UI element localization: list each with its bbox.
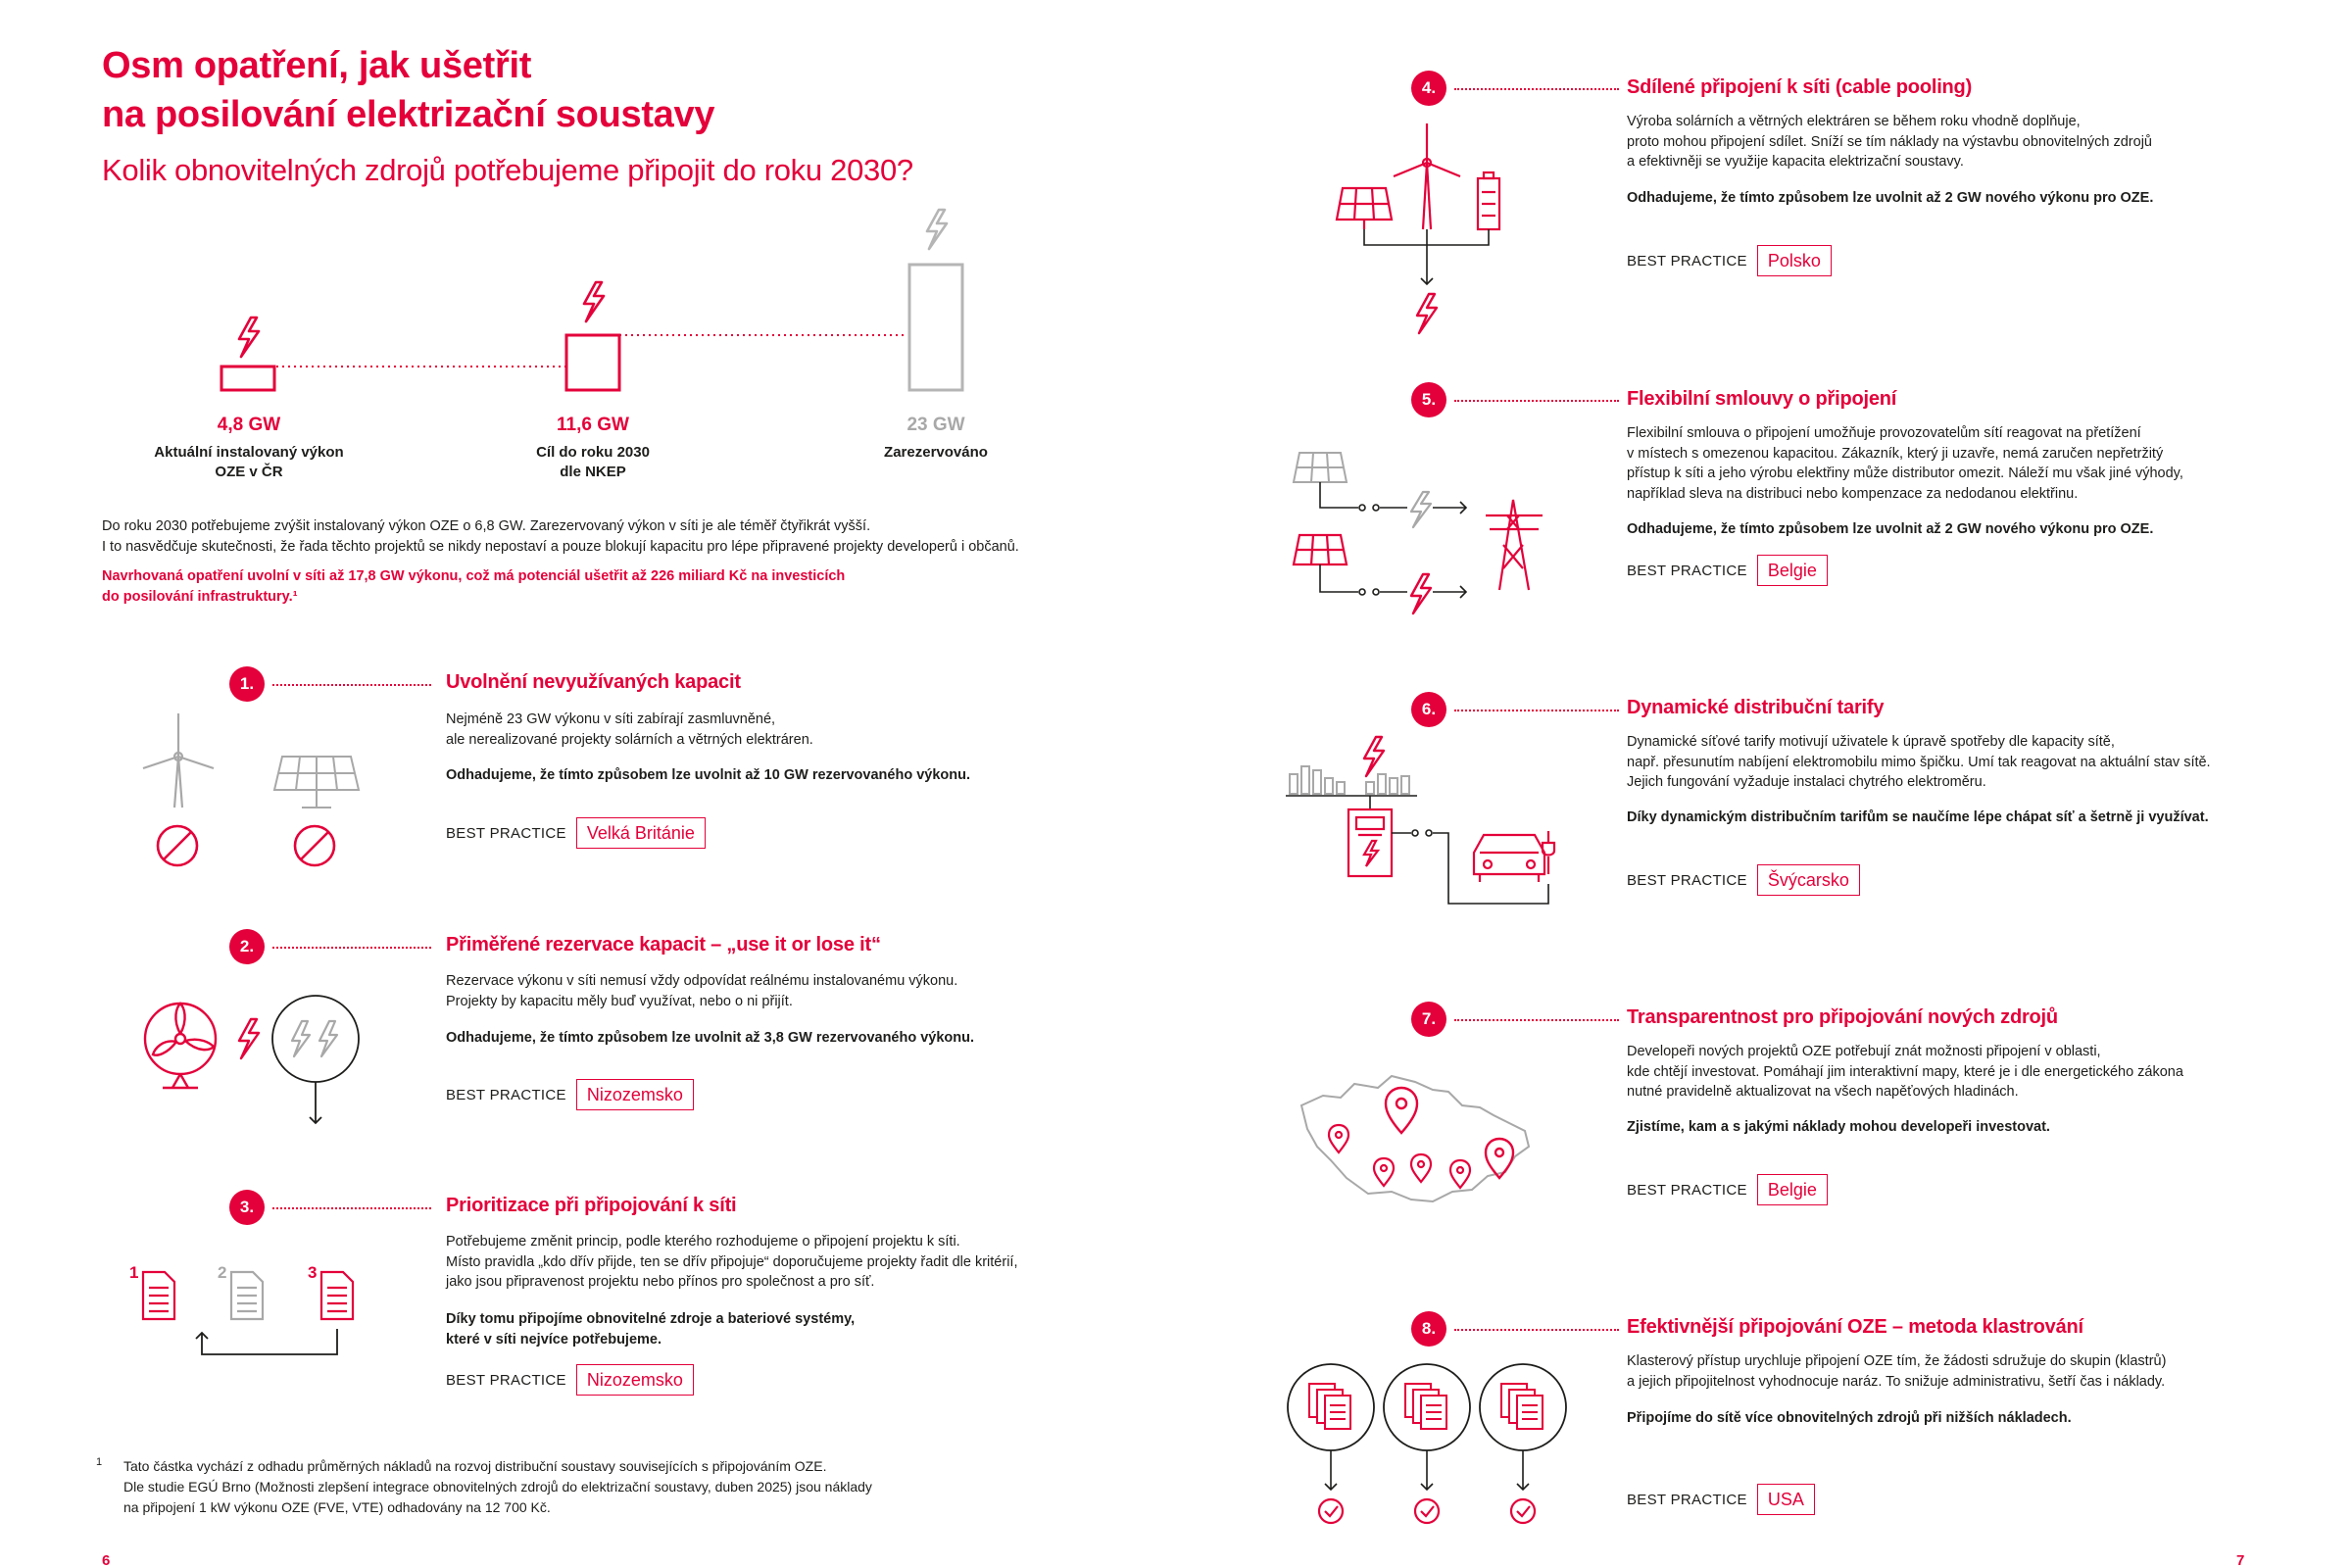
document-icon [321,1272,353,1319]
measure-4-best-practice: BEST PRACTICE Polsko [1627,245,1832,276]
bolt-icon [239,318,259,357]
grid-line [1286,796,1417,809]
doc-number-1: 1 [129,1263,139,1282]
measure-5-estimate: Odhadujeme, že tímto způsobem lze uvolnit až 2 GW nového výkonu pro OZE. [1627,521,2154,537]
location-pin-icon [1486,1139,1513,1178]
measure-4-connector [1454,88,1619,90]
footnote-mark: 1 [96,1456,103,1468]
bar-label-target: Cíl do roku 2030 dle NKEP [536,444,650,480]
bolt-icon [1411,492,1431,527]
measure-6-title: Dynamické distribuční tarify [1627,697,1885,718]
down-arrow-icon [1325,1450,1529,1490]
measure-8-title: Efektivnější připojování OZE – metoda klastrování [1627,1316,2083,1338]
measure-8-best-practice: BEST PRACTICE USA [1627,1484,1815,1515]
battery-icon [1478,172,1499,229]
measure-5-badge: 5. [1411,382,1446,417]
country-tag: Belgie [1757,1174,1828,1205]
measure-4-estimate: Odhadujeme, že tímto způsobem lze uvolnit až 2 GW nového výkonu pro OZE. [1627,190,2154,206]
bolt-icon [1417,294,1437,333]
measure-2-estimate: Odhadujeme, že tímto způsobem lze uvolnit až 3,8 GW rezervovaného výkonu. [446,1030,975,1046]
measure-4-badge: 4. [1411,71,1446,106]
measure-4-illustration [1329,118,1525,333]
measure-6-badge: 6. [1411,692,1446,727]
document-stack-icon [1405,1384,1446,1429]
reorder-arrow-icon [196,1329,337,1354]
country-tag: USA [1757,1484,1815,1515]
location-pin-icon [1329,1125,1348,1152]
measure-7-title: Transparentnost pro připojování nových zdrojů [1627,1006,2058,1028]
measure-3-connector [272,1207,431,1209]
measure-3-title: Prioritizace při připojování k síti [446,1195,737,1216]
prohibited-icon [295,826,334,865]
pylon-icon [1486,500,1543,590]
location-pin-icon [1450,1160,1470,1188]
country-tag: Polsko [1757,245,1832,276]
measure-2-badge: 2. [229,929,265,964]
connection-lines [1392,830,1548,904]
connection-lines [1320,564,1466,598]
wind-turbine-icon [1394,123,1460,229]
bolt-icon [927,210,947,249]
measure-6-estimate: Díky dynamickým distribučním tarifům se naučíme lépe chápat síť a šetrně ji využívat. [1627,809,2209,825]
bolt-icon [584,282,604,321]
bar-current [221,367,274,390]
connection-lines [1320,482,1466,514]
smart-meter-icon [1348,809,1392,876]
solar-panel-icon [274,757,359,808]
measure-3-badge: 3. [229,1190,265,1225]
bolt-icon [1364,737,1384,776]
measure-4-text: Výroba solárních a větrných elektráren se během roku vhodně doplňuje, proto mohou připojení sdílet. Sníží se tím náklady na výstavbu obnovitelných zdrojů a efektivněji se využije kapacita elektrizační soustavy. [1627,114,2152,170]
measure-7-connector [1454,1019,1619,1021]
measure-8-estimate: Připojíme do sítě více obnovitelných zdrojů při nižších nákladech. [1627,1410,2072,1426]
bolt-icon [292,1021,337,1056]
measure-2-title: Přiměřené rezervace kapacit – „use it or lose it“ [446,934,881,956]
check-circle-icon [1319,1499,1535,1523]
measure-6-best-practice: BEST PRACTICE Švýcarsko [1627,864,1860,896]
measure-3-best-practice: BEST PRACTICE Nizozemsko [446,1364,694,1396]
grid-circle-icon [272,996,359,1082]
document-stack-icon [1309,1384,1350,1429]
measure-6-text: Dynamické síťové tarify motivují uživatele k úpravě spotřeby dle kapacity sítě, např. přesunutím nabíjení elektromobilu mimo špičku. Umí tak reagovat na aktuální stav sítě. Jejich fungování vyžaduje instalaci chytrého elektroměru. [1627,734,2211,790]
measure-1-badge: 1. [229,666,265,702]
location-pin-icon [1386,1088,1417,1133]
country-tag: Velká Británie [576,817,706,849]
measure-1-best-practice: BEST PRACTICE Velká Británie [446,817,706,849]
measure-8-connector [1454,1329,1619,1331]
measure-7-text: Developeři nových projektů OZE potřebují znát možnosti připojení v oblasti, kde chtějí investovat. Pomáhají jim interaktivní mapy, které je i dle energetického zákona nutné pravidelně aktualizovat na všech napěťových hladinách. [1627,1044,2183,1100]
down-arrow-icon [310,1082,321,1123]
measure-1-illustration [133,706,378,882]
solar-panel-icon [1337,188,1392,229]
page-number-left: 6 [102,1552,111,1568]
measure-5-best-practice: BEST PRACTICE Belgie [1627,555,1828,586]
bar-value-target: 11,6 GW [557,415,629,435]
electric-car-icon [1474,831,1554,882]
bar-reserved [909,265,962,390]
measure-5-illustration [1286,443,1560,619]
country-tag: Nizozemsko [576,1079,694,1110]
solar-panel-icon [1294,453,1347,482]
measure-4-title: Sdílené připojení k síti (cable pooling) [1627,76,1973,98]
measure-5-title: Flexibilní smlouvy o připojení [1627,388,1897,410]
measure-7-estimate: Zjistíme, kam a s jakými náklady mohou developeři investovat. [1627,1119,2050,1135]
title-line-2: na posilování elektrizační soustavy [102,94,715,135]
bar-value-current: 4,8 GW [217,415,281,435]
consumption-bars-icon [1290,766,1409,794]
measure-6-connector [1454,710,1619,711]
intro-text: Do roku 2030 potřebujeme zvýšit instalovaný výkon OZE o 6,8 GW. Zarezervovaný výkon v síti je ale téměř čtyřikrát vyšší. I to nasvědčuje skutečnosti, že řada těchto projektů se nikdy nepostaví a pouze blokují kapacitu pro lépe připravené projekty developerů i občanů. [102,518,1019,555]
measure-2-illustration [133,990,388,1137]
measure-2-best-practice: BEST PRACTICE Nizozemsko [446,1079,694,1110]
measure-3-text: Potřebujeme změnit princip, podle kterého rozhodujeme o připojení projektu k síti. Místo pravidla „kdo dřív přijde, ten se dřív připojuje“ doporučujeme projekty řadit dle kritérií, jako jsou připravenost projektu nebo přínos pro společnost a pro síť. [446,1234,1018,1290]
measure-5-connector [1454,400,1619,402]
capacity-graphic [196,196,1000,412]
prohibited-icon [158,826,197,865]
measure-1-estimate: Odhadujeme, že tímto způsobem lze uvolnit až 10 GW rezervovaného výkonu. [446,767,970,783]
document-icon [143,1272,174,1319]
connection-lines [1364,229,1489,284]
measure-1-text: Nejméně 23 GW výkonu v síti zabírají zasmluvněné, ale nerealizované projekty solárních a větrných elektráren. [446,711,813,748]
bar-label-reserved: Zarezervováno [884,444,988,461]
measure-7-best-practice: BEST PRACTICE Belgie [1627,1174,1828,1205]
document-stack-icon [1501,1384,1543,1429]
title-line-1: Osm opatření, jak ušetřit [102,45,532,86]
bar-value-reserved: 23 GW [906,415,965,435]
location-pin-icon [1374,1158,1394,1186]
measure-3-estimate: Díky tomu připojíme obnovitelné zdroje a bateriové systémy, které v síti nejvíce potřebujeme. [446,1311,856,1348]
bolt-icon [1411,574,1431,613]
measure-8-badge: 8. [1411,1311,1446,1347]
measure-3-illustration [122,1258,376,1366]
measure-2-connector [272,947,431,949]
page-number-right: 7 [2236,1552,2245,1568]
location-pin-icon [1411,1154,1431,1182]
doc-number-2: 2 [218,1263,227,1282]
measure-8-illustration [1284,1362,1558,1539]
wind-fan-icon [145,1004,216,1088]
page-subtitle: Kolik obnovitelných zdrojů potřebujeme připojit do roku 2030? [102,153,913,187]
measure-7-illustration [1296,1062,1541,1219]
intro-highlight: Navrhovaná opatření uvolní v síti až 17,8 GW výkonu, což má potenciál ušetřit až 226 miliard Kč na investicích do posilování infrastruktury.¹ [102,568,846,605]
country-tag: Belgie [1757,555,1828,586]
document-icon [231,1272,263,1319]
measure-5-text: Flexibilní smlouva o připojení umožňuje provozovatelům sítí reagovat na přetížení v místech s omezenou kapacitou. Zákazník, který ji uzavře, nemá zaručen nepřetržitý přístup k síti a jeho výrobu elektřiny může distributor omezit. Náleží mu však jiné výhody, například sleva na distribuci nebo kompenzace za nedodanou elektřinu. [1627,425,2183,502]
wind-turbine-icon [143,713,214,808]
bolt-icon [239,1019,259,1058]
solar-panel-icon [1294,535,1347,564]
doc-number-3: 3 [308,1263,318,1282]
country-tag: Nizozemsko [576,1364,694,1396]
measure-1-title: Uvolnění nevyužívaných kapacit [446,671,741,693]
measure-6-illustration [1286,737,1580,913]
bar-label-current: Aktuální instalovaný výkon OZE v ČR [154,444,344,480]
measure-2-text: Rezervace výkonu v síti nemusí vždy odpovídat reálnému instalovanému výkonu. Projekty by kapacitu měly buď využívat, nebo o ni přijít. [446,973,958,1009]
measure-8-text: Klasterový přístup urychluje připojení OZE tím, že žádosti sdružuje do skupin (klastrů) a jejich připojitelnost vyhodnocuje naráz. To snižuje administrativu, šetří čas i náklady. [1627,1353,2167,1390]
bar-target [566,335,619,390]
footnote: Tato částka vychází z odhadu průměrných nákladů na rozvoj distribuční soustavy souvisejících s připojováním OZE. Dle studie EGÚ Brno (Možnosti zlepšení integrace obnovitelných zdrojů do elektrizační soustavy, duben 2025) jsou náklady na připojení 1 kW výkonu OZE (FVE, VTE) odhadovány na 12 700 Kč. [123,1458,872,1515]
measure-1-connector [272,684,431,686]
measure-7-badge: 7. [1411,1002,1446,1037]
country-tag: Švýcarsko [1757,864,1860,896]
page-title [102,41,984,139]
